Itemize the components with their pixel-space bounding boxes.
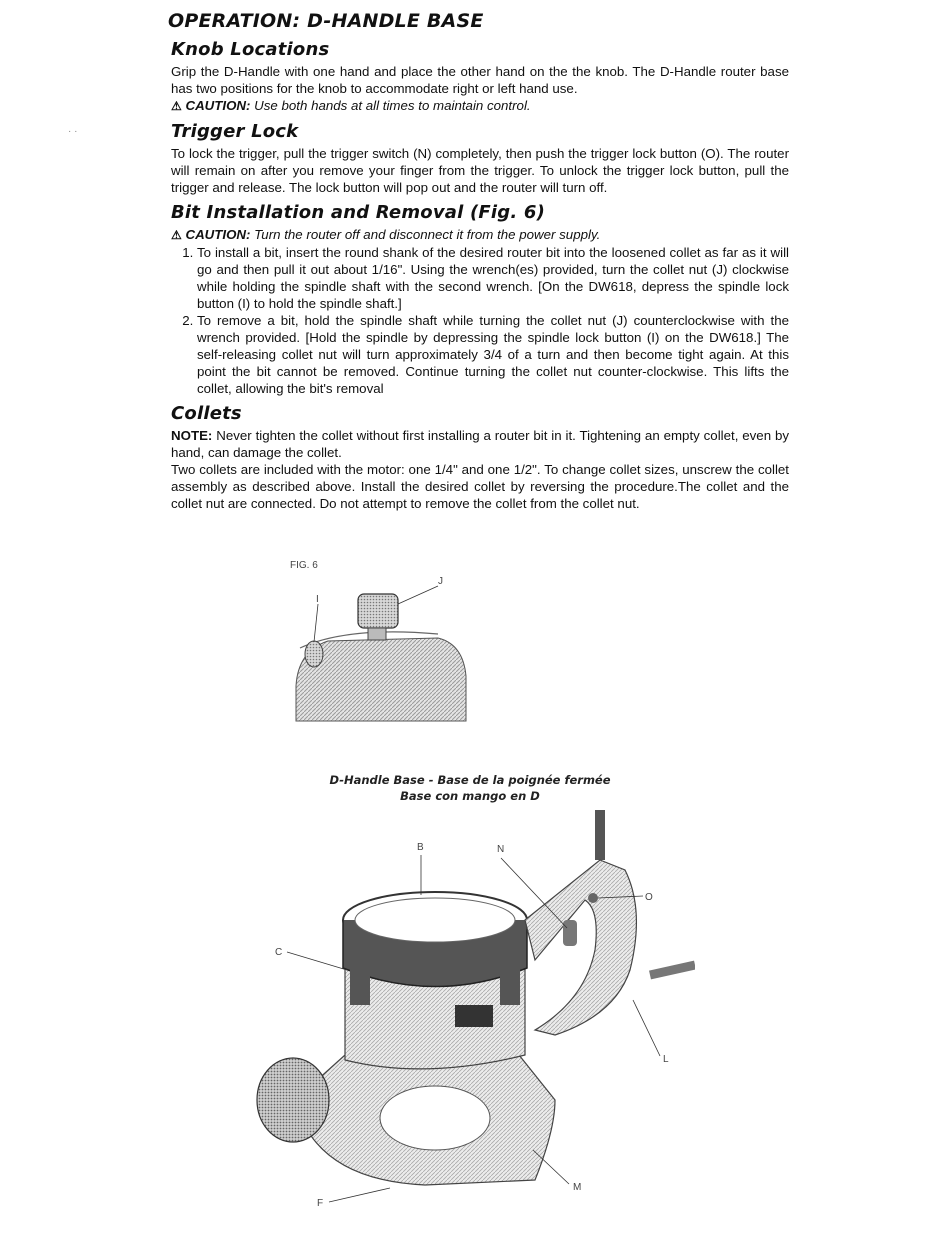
callout-m: M <box>573 1182 582 1193</box>
callout-n: N <box>497 844 505 855</box>
bit-heading: Bit Installation and Removal (Fig. 6) <box>171 202 546 223</box>
callout-f: F <box>317 1198 324 1209</box>
caption-line-2: Base con mango en D <box>400 789 540 803</box>
caption-line-1: D-Handle Base - Base de la poignée fermée <box>329 773 611 787</box>
page-title: OPERATION: D-HANDLE BASE <box>168 10 484 32</box>
bit-steps <box>171 244 789 397</box>
knob-body: Grip the D-Handle with one hand and place the other hand on the the knob. The D-Handle router base has two positions for the knob to accommodate right or left hand use. <box>171 64 789 96</box>
callout-c: C <box>275 947 283 958</box>
callout-o: O <box>645 892 653 903</box>
leader-j <box>398 586 438 604</box>
fig6-label: FIG. 6 <box>290 560 318 571</box>
knob-heading: Knob Locations <box>171 39 330 60</box>
caution-label: CAUTION: <box>185 227 251 242</box>
leader-l <box>633 1000 660 1056</box>
trigger-heading: Trigger Lock <box>171 121 299 142</box>
collet-nut-shape <box>358 594 398 628</box>
caution-text: Turn the router off and disconnect it from the power supply. <box>250 227 601 242</box>
callout-j: J <box>438 576 443 587</box>
callout-i: I <box>316 594 319 605</box>
collets-heading: Collets <box>171 403 242 424</box>
d-handle-grip <box>525 860 636 1035</box>
clamp-ring-inner <box>355 898 515 942</box>
knob-caution <box>171 97 789 115</box>
caution-text: Use both hands at all times to maintain control. <box>250 98 531 113</box>
side-knob <box>257 1058 329 1142</box>
scan-speck: · · <box>68 126 78 137</box>
note-label: NOTE: <box>171 428 213 443</box>
base-opening <box>380 1086 490 1150</box>
leader-c <box>287 952 347 970</box>
clamp-tab-right <box>500 965 520 1005</box>
list-item: 2. To remove a bit, hold the spindle shaft while turning the collet nut (J) counterclockwise with the wrench provided. [Hold the spindle by depressing the spindle lock button (I) on the DW618.] The self-releasing collet nut will turn approximately 3/4 of a turn and then become tight again. At this point the bit cannot be removed. Continue turning the collet nut counter-clockwise. This lifts the collet, allowing the bit's removal <box>197 312 789 397</box>
spindle-lock-button-shape <box>305 641 323 667</box>
note-text: Never tighten the collet without first installing a router bit in it. Tightening an empty collet, even by hand, can damage the collet. <box>171 428 789 460</box>
callout-l: L <box>663 1054 669 1065</box>
callout-b: B <box>417 842 424 853</box>
trigger-switch-shape <box>563 920 577 946</box>
bit-caution <box>171 226 789 244</box>
leader-f <box>329 1188 390 1202</box>
lock-button-shape <box>588 893 598 903</box>
dhandle-figure <box>255 800 695 1220</box>
caution-label: CAUTION: <box>185 98 251 113</box>
trigger-body: To lock the trigger, pull the trigger switch (N) completely, then push the trigger lock button (O). The router will remain on after you remove your finger from the trigger. To unlock the trigger lock button, pull the trigger and release. The lock button will pop out and the router will turn off. <box>171 146 789 195</box>
collet-shaft-shape <box>368 628 386 640</box>
motor-label-plate <box>455 1005 493 1027</box>
clamp-tab-left <box>350 965 370 1005</box>
cord-tail <box>650 965 695 975</box>
collets-note <box>171 427 789 461</box>
manual-page <box>168 10 789 512</box>
warning-icon: ⚠ <box>171 228 182 242</box>
leader-i <box>314 604 318 642</box>
collets-body: Two collets are included with the motor: one 1/4" and one 1/2". To change collet sizes, unscrew the collet assembly as described above. Install the desired collet by reversing the procedure.The collet and the collet nut are connected. Do not attempt to remove the collet from the collet nut. <box>171 462 789 511</box>
warning-icon: ⚠ <box>171 99 182 113</box>
figure-6 <box>288 556 488 726</box>
list-item: 1. To install a bit, insert the round shank of the desired router bit into the loosened collet as far as it will go and then pull it out about 1/16". Using the wrench(es) provided, turn the collet nut (J) clockwise while holding the spindle shaft with the second wrench. [On the DW618, depress the spindle lock button (I) to hold the spindle shaft.] <box>197 244 789 312</box>
